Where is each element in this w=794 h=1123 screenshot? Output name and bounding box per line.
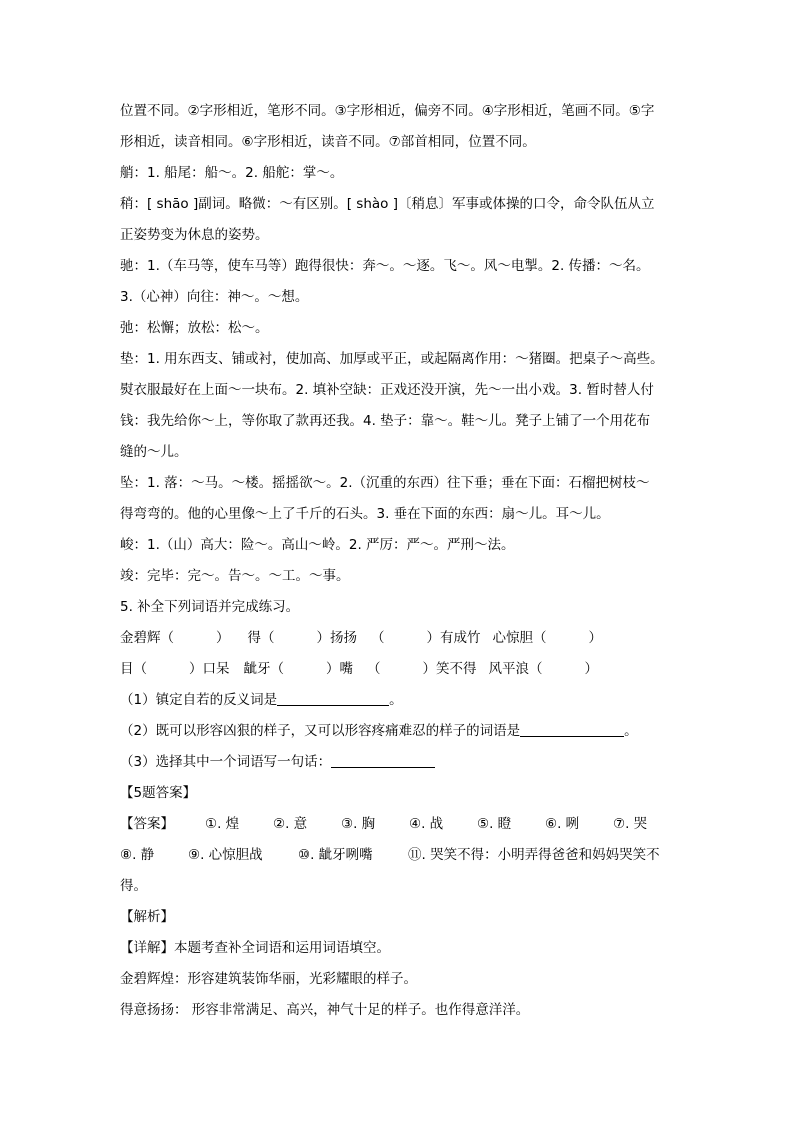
fill-word: 心惊胆（ [492, 630, 547, 646]
fill-word: 龇牙（ [243, 661, 284, 677]
fill-word: 得（ [247, 630, 275, 646]
fill-word: ） [216, 630, 230, 646]
analysis-heading: 【解析】 [120, 909, 174, 925]
text-line: 垫：1. 用东西支、铺或衬，使加高、加厚或平正，或起隔离作用：～猪圈。把桌子～高些。 [120, 351, 664, 367]
answer-item: ④. 战 [409, 816, 444, 832]
sub-question-3: （3）选择其中一个词语写一句话： [120, 747, 680, 778]
fill-word: 风平浪（ [488, 661, 543, 677]
fill-word: ）笑不得 [422, 661, 477, 677]
document-page [120, 96, 680, 1026]
fill-word: ）有成竹 [426, 630, 481, 646]
answer-blank-3 [331, 753, 435, 768]
text-line: 正姿势变为休息的姿势。 [120, 227, 269, 243]
text-line: 坠：1. 落：～马。～楼。摇摇欲～。2.（沉重的东西）往下垂；垂在下面：石榴把树枝～ [120, 475, 650, 491]
answer-item: ⑤. 瞪 [477, 816, 512, 832]
detail-label: 【详解】 [120, 940, 174, 956]
sub-question-1: （1）镇定自若的反义词是 。 [120, 692, 403, 708]
answer-item: ⑧. 静 [120, 847, 155, 863]
text-line: 钱：我先给你～上，等你取了款再还我。4. 垫子：靠～。鞋～儿。凳子上铺了一个用花布 [120, 413, 651, 429]
answer-item: ⑪. 哭笑不得：小明弄得爸爸和妈妈哭笑不 [408, 847, 660, 863]
answer-item: ⑥. 咧 [545, 816, 580, 832]
fill-word: ） [588, 630, 602, 646]
answer-item: ⑦. 哭 [613, 816, 648, 832]
sub-question-2: （2）既可以形容凶狠的样子，又可以形容疼痛难忍的样子的词语是 。 [120, 723, 638, 739]
answer-item: ③. 胸 [341, 816, 376, 832]
fill-word: ） [584, 661, 598, 677]
text-line: 稍：[ shāo ]副词。略微：～有区别。[ shào ]〔稍息〕军事或体操的口令，命令队伍从立 [120, 196, 655, 212]
fill-word: ）口呆 [189, 661, 230, 677]
text-line: 3.（心神）向往：神～。～想。 [120, 289, 309, 305]
text-line: 得弯弯的。他的心里像～上了千斤的石头。3. 垂在下面的东西：扇～儿。耳～儿。 [120, 506, 610, 522]
answers-row-1 [120, 809, 680, 840]
text-line: 驰：1.（车马等，使车马等）跑得很快：奔～。～逐。飞～。风～电掣。2. 传播：～名。 [120, 258, 650, 274]
fill-row-1 [120, 623, 680, 654]
explanation-line: 金碧辉煌：形容建筑装饰华丽，光彩耀眼的样子。 [120, 971, 417, 987]
answer-label: 【答案】 [120, 816, 174, 832]
explanation-line: 得意扬扬： 形容非常满足、高兴，神气十足的样子。也作得意洋洋。 [120, 1002, 530, 1018]
text-line: 峻：1.（山）高大：险～。高山～岭。2. 严厉：严～。严刑～法。 [120, 537, 515, 553]
text-line: 位置不同。②字形相近，笔形不同。③字形相近，偏旁不同。④字形相近，笔画不同。⑤字 [120, 103, 655, 119]
fill-word: ）扬扬 [316, 630, 357, 646]
answer-heading: 【5题答案】 [120, 785, 197, 801]
answer-item: ⑩. 龇牙咧嘴 [298, 847, 373, 863]
answer-item: ①. 煌 [205, 816, 240, 832]
answer-blank-1 [277, 691, 389, 706]
fill-word: （ [367, 661, 381, 677]
fill-word: 金碧辉（ [120, 630, 174, 646]
answer-blank-2 [520, 722, 624, 737]
text-line: 艄：1. 船尾：船～。2. 船舵：掌～。 [120, 165, 344, 181]
text-line: 熨衣服最好在上面～一块布。2. 填补空缺：正戏还没开演，先～一出小戏。3. 暂时替人付 [120, 382, 654, 398]
text-line: 形相近，读音相同。⑥字形相近，读音不同。⑦部首相同，位置不同。 [120, 134, 536, 150]
fill-word: ）嘴 [326, 661, 353, 677]
fill-row-2 [120, 654, 680, 685]
text-line: 缝的～儿。 [120, 444, 188, 460]
fill-word: （ [371, 630, 385, 646]
answers-row-2 [120, 840, 680, 871]
answer-item: ②. 意 [273, 816, 308, 832]
text-line: 弛：松懈；放松：松～。 [120, 320, 269, 336]
question-title: 5. 补全下列词语并完成练习。 [120, 599, 300, 615]
answer-item: ⑨. 心惊胆战 [188, 847, 263, 863]
detail-line: 【详解】本题考查补全词语和运用词语填空。 [120, 940, 390, 956]
text-line: 竣：完毕：完～。告～。～工。～事。 [120, 568, 350, 584]
fill-word: 目（ [120, 661, 147, 677]
answers-row-3: 得。 [120, 878, 147, 894]
